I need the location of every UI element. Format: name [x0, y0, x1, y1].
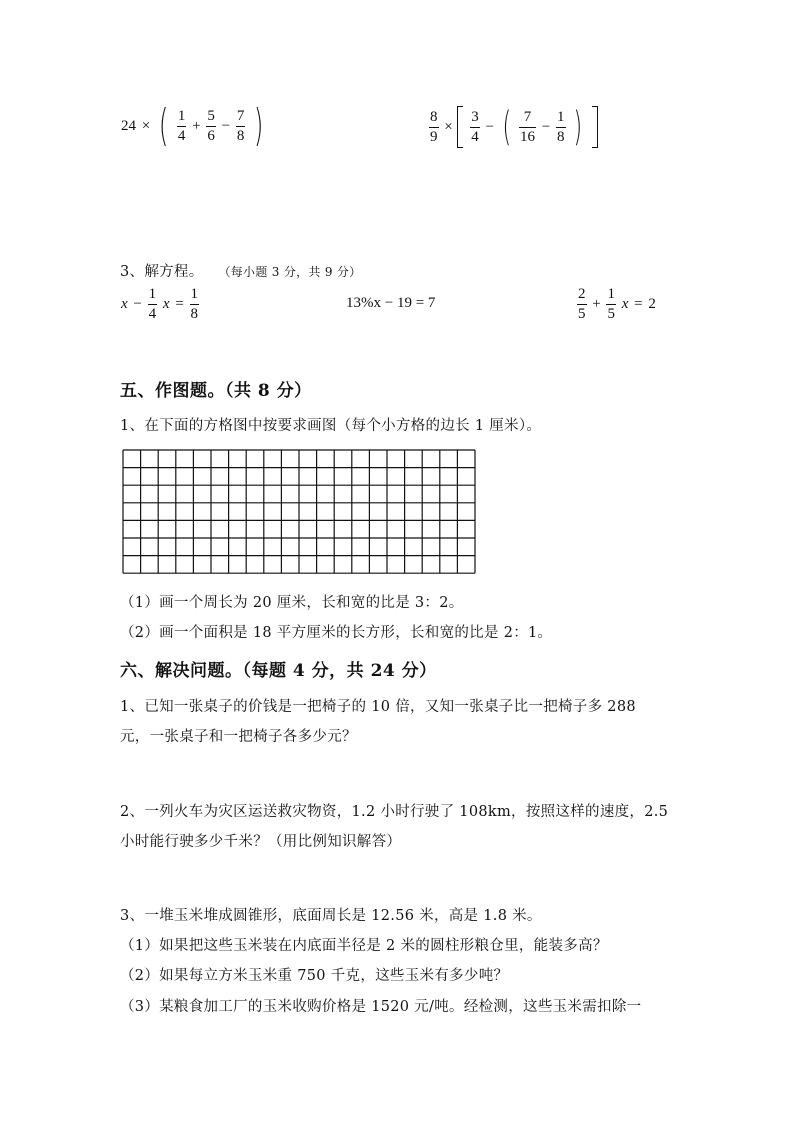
- fraction: $\frac{1}{4}$: [148, 286, 157, 322]
- equation-3: $\frac{2}{5}$ + $\frac{1}{5}$ x = 2: [578, 286, 656, 322]
- right-bracket: [592, 106, 598, 148]
- section6-q3-sub2: （2）如果每立方米玉米重 750 千克，这些玉米有多少吨？: [120, 968, 509, 984]
- equation-2: 13%x − 19 = 7: [346, 295, 436, 311]
- section6-q3-sub1: （1）如果把这些玉米装在内底面半径是 2 米的圆柱形粮仓里，能装多高？: [120, 938, 608, 954]
- section6-q1-line2: 元，一张桌子和一把椅子各多少元？: [120, 729, 357, 745]
- section6-q3-sub3: （3）某粮食加工厂的玉米收购价格是 1520 元/吨。经检测，这些玉米需扣除一: [120, 999, 642, 1015]
- equation-1: x − $\frac{1}{4}$ x = $\frac{1}{8}$: [121, 286, 199, 322]
- fraction: $\frac{7}{8}$: [236, 107, 245, 144]
- section5-sub1: （1）画一个周长为 20 厘米，长和宽的比是 3：2。: [120, 595, 464, 611]
- section5-sub2: （2）画一个面积是 18 平方厘米的长方形，长和宽的比是 2：1。: [120, 625, 553, 641]
- fraction: $\frac{1}{8}$: [190, 286, 199, 322]
- fraction: $\frac{1}{4}$: [177, 107, 186, 144]
- fraction: $\frac{1}{8}$: [557, 108, 565, 145]
- expression-2: $\frac{8}{9}$ × $\frac{3}{4}$ − ( $\frac{7}{16}$ − $\frac{1}{8}$ ): [428, 106, 598, 148]
- fraction: $\frac{7}{16}$: [520, 108, 536, 145]
- section6-q2-line2: 小时能行驶多少千米？（用比例知识解答）: [120, 834, 402, 850]
- square-grid[interactable]: [120, 448, 478, 576]
- section6-q3: 3、一堆玉米堆成圆锥形，底面周长是 12.56 米，高是 1.8 米。: [120, 908, 542, 924]
- right-paren: ): [253, 100, 264, 151]
- expr1-lead: 24: [121, 117, 136, 134]
- fraction: $\frac{3}{4}$: [471, 108, 479, 145]
- section6-heading: 六、解决问题。（每题 4 分，共 24 分）: [120, 661, 437, 681]
- expression-1: 24 × ( $\frac{1}{4}$ + $\frac{5}{6}$ − $\frac{7}{8}$ ): [121, 100, 264, 151]
- section5-q1: 1、在下面的方格图中按要求画图（每个小方格的边长 1 厘米）。: [120, 418, 542, 434]
- right-paren: ): [573, 104, 583, 150]
- fraction: $\frac{8}{9}$: [430, 108, 438, 145]
- section6-q1-line1: 1、已知一张桌子的价钱是一把椅子的 10 倍，又知一张桌子比一把椅子多 288: [120, 699, 636, 715]
- section3-title: 3、解方程。 （每小题 3 分，共 9 分）: [120, 264, 362, 280]
- left-paren: (: [158, 100, 169, 151]
- fraction: $\frac{2}{5}$: [578, 286, 586, 322]
- left-bracket: [457, 106, 463, 148]
- section6-q2-line1: 2、一列火车为灾区运送救灾物资，1.2 小时行驶了 108km，按照这样的速度，2.5: [120, 804, 669, 820]
- left-paren: (: [502, 104, 511, 150]
- section5-heading: 五、作图题。（共 8 分）: [120, 381, 312, 401]
- section3-note: （每小题 3 分，共 9 分）: [218, 265, 362, 279]
- fraction: $\frac{1}{5}$: [607, 286, 615, 322]
- fraction: $\frac{5}{6}$: [207, 107, 215, 144]
- expr1-times: ×: [141, 117, 151, 134]
